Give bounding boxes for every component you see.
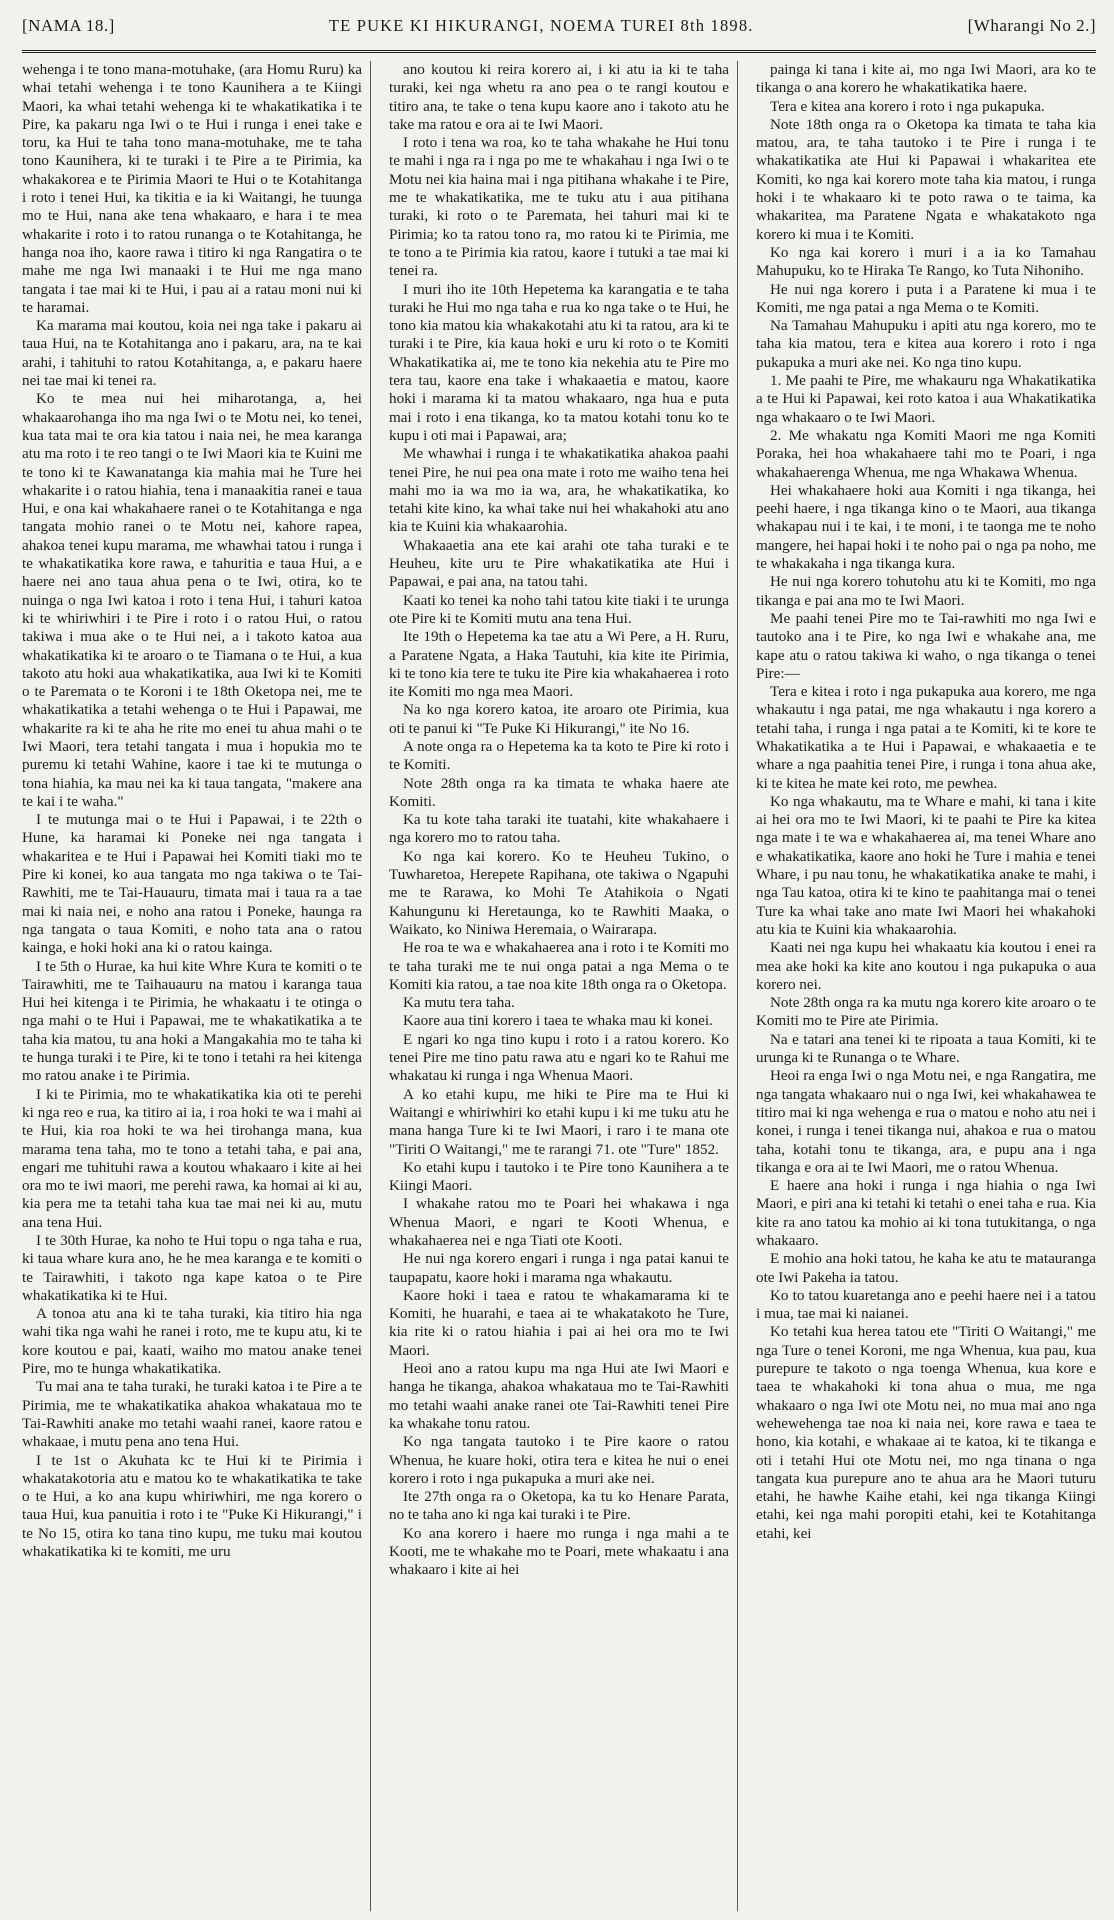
paragraph: E ngari ko nga tino kupu i roto i a ratou korero. Ko tenei Pire me tino patu rawa atu e ngari ko te Rahui me whakatau ki runga i nga Whenua Maori. <box>389 1030 729 1085</box>
paragraph: A note onga ra o Hepetema ka ta koto te Pire ki roto i te Komiti. <box>389 737 729 774</box>
header-rule <box>22 50 1096 53</box>
paragraph: Ite 27th onga ra o Oketopa, ka tu ko Henare Parata, no te taha ano ki nga kai turaki i te Pire. <box>389 1488 729 1524</box>
article-columns <box>22 61 1096 1911</box>
paragraph: Note 28th onga ra ka mutu nga korero kite aroaro o te Komiti mo te Pire ate Pirimia. <box>756 994 1096 1030</box>
paragraph: Kaore aua tini korero i taea te whaka mau ki konei. <box>403 1012 713 1030</box>
paragraph: I te 1st o Akuhata kc te Hui ki te Pirimia i whakatakotoria atu e matou ko te whakatikatika te take o te Hui, a ko ana kupu whiriwhiri, me nga korero o taua Hui, kua panuitia i roto i te "Puke Ki Hikurangi," i te No 15, otira ko tana tino kupu, me tuku mai koutou whakatikatika ki te komiti, me uru <box>22 1451 362 1561</box>
paragraph: Ko nga kai korero i muri i a ia ko Tamahau Mahupuku, ko te Hiraka Te Rango, ko Tuta Nihoniho. <box>756 243 1096 280</box>
paragraph: Heoi ra enga Iwi o nga Motu nei, e nga Rangatira, me nga tangata whakaaro nui o nga Iwi, kei whakahawea te titiro mai ki nga wehenga e rua o matou e noho atu nei i konei, i runga i tenei tikanga nui, ahakoa e rua o matou taha, kotahi tonu te tikanga, ara, e pupu ana i nga tikanga e ora ai te Iwi Maori, me o ratou Whenua. <box>756 1067 1096 1176</box>
paragraph: Ko nga tangata tautoko i te Pire kaore o ratou Whenua, he kuare hoki, otira tera e kitea he nui o enei korero i roto i nga pukapuka a muri ake nei. <box>389 1433 729 1487</box>
paragraph: Ite 19th o Hepetema ka tae atu a Wi Pere, a H. Ruru, a Paratene Ngata, a Haka Tautuhi, kia kite ite Pirimia, ki te tono kia tere te tuku ite Pire kia whakahaerea i roto ite Komiti mo nga mea Maori. <box>389 628 729 701</box>
paragraph: Na ko nga korero katoa, ite aroaro ote Pirimia, kua oti te panui ki "Te Puke Ki Hikurangi," ite No 16. <box>389 701 729 737</box>
paragraph: Whakaaetia ana ete kai arahi ote taha turaki e te Heuheu, kite uru te Pire whakatikatika ate Hui i Papawai, e pai ana, na tatou tahi. <box>389 536 729 591</box>
paragraph: 1. Me paahi te Pire, me whakauru nga Whakatikatika a te Hui ki Papawai, kei roto katoa i aua Whakatikatika nga whakaaro o te Iwi Maori. <box>756 372 1096 426</box>
paragraph: Ko to tatou kuaretanga ano e peehi haere nei i a tatou i mua, tae mai ki naianei. <box>756 1286 1096 1323</box>
paragraph: I te 30th Hurae, ka noho te Hui topu o nga taha e rua, ki taua whare kura ano, he he mea karanga e te komiti o te Tairawhiti, i takoto nga kape katoa o te Pire whakatikatika ki te Hui. <box>22 1232 362 1304</box>
paragraph: He roa te wa e whakahaerea ana i roto i te Komiti mo te taha turaki me te nui onga patai a nga Mema o te Komiti kia ratou, a tae noa kite 18th onga ra o Oketopa. <box>389 939 729 993</box>
paragraph: Note 18th onga ra o Oketopa ka timata te taha kia matou, ara, te taha tautoko i te Pire i runga i te whakatikatika ate Hui ki Papawai i whakaritea ete Komiti, ko nga kai korero mote taha kia matou, i runga hoki i te whakaaro ki te poto rawa o te taima, ka whakaritea, ma Paratene Ngata e whakatakoto nga korero ki mua i te Komiti. <box>756 115 1096 243</box>
paragraph: wehenga i te tono mana-motuhake, (ara Homu Ruru) ka whai tetahi wehenga i te tono Kaunihera a te Kiingi Maori, ka whai tetahi wehenga ki te whakatikatika i te Pire, ka pakaru nga Iwi o te Hui i runga i enei take e toru, ka Hui te taha tono mana-motuhake, me te taha tono Kaunihera, ki te turaki i te Pire a te Pirimia, ka whakakorea e te Pirimia Maori te Hui o te Kotahitanga i roto i tenei Hui, ka tikitia e ia ki Waitangi, he tuunga mo te Hui, nana ake tena whakaaro, e hara i te mea whakarite i roto i to ratou runanga o te Kotahitanga, he hanga noa iho, kaore rawa i titiro ki nga Rangatira o te mahe me nga Iwi manaaki i te Hui me nga mano tangata i tae mai ki te Hui, i pau ai a ratau moni nui ki te haramai. <box>22 61 362 316</box>
paragraph: Ko te mea nui hei miharotanga, a, hei whakaarohanga iho ma nga Iwi o te Motu nei, ko tenei, kua tata mai te ora kia tatou i naia nei, he mea karanga atu ma roto i te reo tangi o te Iwi Maori kia te Kuini me te tono ki te Kawanatanga kia mahia mai he Ture hei whakarite i o ratou hiahia, tena i manaakitia ranei e taua Hui, e ona kai whakahaere ranei o te Kotahitanga e nga tangata mohio ranei o te Motu nei, kahore rapea, ahakoa tenei kupu marama, me whawhai tatou i runga i te whakatikatika kore rawa, e tahuritia e taua Hui, a e haere nei ano taua ahua pena o te Iwi, otira, ko te nuinga o nga Iwi katoa i roto i tena Hui, i tahuri katoa ki te whiriwhiri i te Pire i roto i o ratou Hui, o ratou takiwa i mua ake o te Hui nei, a i takoto katoa aua whakatikatika ki te aroaro o te Tiamana o te Hui, a kua takoto atu hoki aua whakatikatika, aua Iwi ki te Komiti o te Paremata o te Koroni i te 18th Oketopa nei, me te whakatikatika a tetahi wehenga o te Hui i Papawai, me whakarite ra ki te aha he rite mo enei tu ahua mahi o te Iwi Maori, tera tetahi tangata i mua i hopukia mo te puremu ki tetahi Wahine, kaore i tae ki te mutunga o tona hiahia, ka mau nei ka ki taua tangata, "makere ana te kai i te waha." <box>22 390 362 810</box>
paragraph: Ko ana korero i haere mo runga i nga mahi a te Kooti, me te whakahe mo te Poari, mete whakaatu i ana whakaaro i kite ai hei <box>389 1524 729 1579</box>
column-1 <box>22 61 371 1911</box>
masthead-title: TE PUKE KI HIKURANGI, NOEMA TUREI 8th 1898. <box>328 16 754 35</box>
paragraph: Ko etahi kupu i tautoko i te Pire tono Kaunihera a te Kiingi Maori. <box>389 1158 729 1195</box>
paragraph: Note 28th onga ra ka timata te whaka haere ate Komiti. <box>389 774 729 810</box>
paragraph: E haere ana hoki i runga i nga hiahia o nga Iwi Maori, e piri ana ki tetahi ki tetahi o enei taha e rua. Kia kite ra ano tatou ka mohio ai ki tona tutukitanga, o nga whakaaro. <box>756 1177 1096 1249</box>
paragraph: He nui nga korero tohutohu atu ki te Komiti, mo nga tikanga e pai ana mo te Iwi Maori. <box>756 573 1096 609</box>
paragraph: Hei whakahaere hoki aua Komiti i nga tikanga, hei peehi haere, i nga tikanga kino o te Maori, aua tikanga whakapau nui i te kai, i te moni, i te taonga me te noho mangere, hei hapai hoki i te noho pai o nga pa noho, me te whakakaha i nga tikanga kura. <box>756 481 1096 573</box>
paragraph: Kaore hoki i taea e ratou te whakamarama ki te Komiti, he huarahi, e taea ai te whakatakoto he Ture, kia rite ki o ratou hiahia i pai ai hei ora mo te Iwi Maori. <box>389 1286 729 1359</box>
paragraph: painga ki tana i kite ai, mo nga Iwi Maori, ara ko te tikanga o ana korero he whakatikatika haere. <box>756 61 1096 97</box>
paragraph: E mohio ana hoki tatou, he kaha ke atu te matauranga ote Iwi Pakeha ia tatou. <box>756 1250 1096 1286</box>
paragraph: ano koutou ki reira korero ai, i ki atu ia ki te taha turaki, kei nga whetu ra ano pea o te rangi koutou e titiro ana, te take o tena kupu kaore ano i takoto atu he take ma ratou e ora ai te Iwi Maori. <box>389 61 729 133</box>
issue-number: [NAMA 18.] <box>22 16 115 35</box>
paragraph: Na Tamahau Mahupuku i apiti atu nga korero, mo te taha kia matou, tera e kitea aua korero i roto i nga pukapuka a muri ake nei. Ko nga tino kupu. <box>756 317 1096 371</box>
page-header <box>22 16 1096 40</box>
paragraph: I ki te Pirimia, mo te whakatikatika kia oti te perehi ki nga reo e rua, ka titiro ai ia, i roa hoki te wa i mahi ai te Hui, kia roa hoki te wa hei tirohanga mana, kua marama tena taha, mo te tono a tetahi taha, e pai ana, engari me tuhituhi rawa a koutou whakaaro i kite ai hei ora mo te iwi maori, me perehi rawa, ka homai ai ki au, kia pera me ta tetahi taha kua tae mai nei ki au, mutu ana tena Hui. <box>22 1085 362 1231</box>
paragraph: A tonoa atu ana ki te taha turaki, kia titiro hia nga wahi tika nga wahi he ranei i roto, me te kupu atu, ki te kore koutou e pai, kaati, waiho mo matou anake tenei Pire, mo te hunga whakatikatika. <box>22 1305 362 1378</box>
paragraph: Me paahi tenei Pire mo te Tai-rawhiti mo nga Iwi e tautoko ana i te Pire, ko nga Iwi e whakahe ana, me kape atu o ratou takiwa ki waho, o nga tikanga o tenei Pire:— <box>756 609 1096 682</box>
paragraph: I te 5th o Hurae, ka hui kite Whre Kura te komiti o te Tairawhiti, me te Taihauauru na matou i karanga taua Hui hei kitenga i te Pirimia, he whakaatu i te otinga o nga mahi o te Hui i Papawai, me te whakatikatika a te taha kia matou, tu ana hoki a Mangakahia mo te taha ki te hunga turaki i te Pire, ki te tono i tetahi ra hei kitenga mo ratou anake i te Pirimia. <box>22 957 362 1085</box>
paragraph: 2. Me whakatu nga Komiti Maori me nga Komiti Poraka, hei hoa whakahaere tahi mo te Poari, i nga whakahaerenga Whenua, me nga Whakawa Whenua. <box>756 426 1096 481</box>
paragraph: Na e tatari ana tenei ki te ripoata a taua Komiti, ki te urunga ki te Runanga o te Whare. <box>756 1030 1096 1067</box>
paragraph: A ko etahi kupu, me hiki te Pire ma te Hui ki Waitangi e whiriwhiri ko etahi kupu i ki me tuku atu he mana hanga Ture ki te Iwi Maori, i raro i te mana ote "Tiriti O Waitangi," me te rarangi 71. ote "Ture" 1852. <box>389 1085 729 1158</box>
paragraph: Ka mutu tera taha. <box>403 994 515 1012</box>
paragraph: Tera e kitea ana korero i roto i nga pukapuka. <box>770 97 1045 115</box>
column-3 <box>756 61 1096 1911</box>
paragraph: He nui nga korero i puta i a Paratene ki mua i te Komiti, me nga patai a nga Mema o te Komiti. <box>756 280 1096 316</box>
paragraph: Ka marama mai koutou, koia nei nga take i pakaru ai taua Hui, na te Kotahitanga ano i pakaru, ara, na te kai arahi, i tahituhi to ratou Kotahitanga, a, e pakaru haere nei tae mai ki tenei ra. <box>22 317 362 390</box>
paragraph: He nui nga korero engari i runga i nga patai kanui te taupapatu, kaore hoki i marama nga whakautu. <box>389 1250 729 1286</box>
paragraph: Heoi ano a ratou kupu ma nga Hui ate Iwi Maori e hanga he tikanga, ahakoa whakataua mo te Tai-Rawhiti mo tetahi waahi anake ranei ote Tai-Rawhiti tenei Pire ka whakahe tonu ratou. <box>389 1360 729 1432</box>
page-number: [Wharangi No 2.] <box>967 16 1096 35</box>
paragraph: Ko nga kai korero. Ko te Heuheu Tukino, o Tuwharetoa, Herepete Rapihana, ote takiwa o Ngapuhi me te Rarawa, ko Mohi Te Atahikoia o Ngati Kahungunu ki Heretaunga, ko te Rawhiti Maaka, o Waikato, ko Niniwa Heremaia, o Wairarapa. <box>389 847 729 938</box>
paragraph: Me whawhai i runga i te whakatikatika ahakoa paahi tenei Pire, he nui pea ona mate i roto me waiho tena hei mahi mo ia wa mo ia wa, ara, he whakatikatika, ko tetahi kite kino, ka whai take nui hei whakahoki atu ano kia te Kuini kia whakaarohia. <box>389 445 729 536</box>
paragraph: I muri iho ite 10th Hepetema ka karangatia e te taha turaki he Hui mo nga taha e rua ko nga take o te Hui, he tono kia matou kia whakakotahi atu ki ta ratou, ara ki te turaki i te Pire, kia kaua hoki e uru ki roto o te Komiti Whakatikatika ai, me te tono kia nekehia atu te Pire mo tera tau, kaore ena take i whakaaetia e matou, kaore hoki i marama ki ta matou whakaaro, nga hua e puta mai i roto i ena tikanga, ko ta matou kotahi tonu ko te kupu i oti mai i Papawai, ara; <box>389 280 729 444</box>
paragraph: Ka tu kote taha taraki ite tuatahi, kite whakahaere i nga korero mo to ratou taha. <box>389 811 729 847</box>
paragraph: Ko nga whakautu, ma te Whare e mahi, ki tana i kite ai hei ora mo te Iwi Maori, ki te paahi te Pire ka kitea nga mate i te wa e whakahaerea ai, ma tenei Whare ano e whakatikatika, kaore ano hoki he Ture i mahia e tenei Whare, i pu nau tonu, he whakatikatika anake te mahi, i nga Tau katoa, otira ki te kino te paahitanga mai o tenei Ture ka whai take ano mate Iwi Maori hei whakahoki atu kia te Kuini kia whakaarohia. <box>756 792 1096 938</box>
paragraph: Tu mai ana te taha turaki, he turaki katoa i te Pire a te Pirimia, me te whakatikatika ahakoa whakataua mo te Tai-Rawhiti anake mo tetahi waahi ranei, kaore ratou e whakaae, i mutu pena ano tena Hui. <box>22 1378 362 1451</box>
paragraph: Kaati nei nga kupu hei whakaatu kia koutou i enei ra mea ake hoki ka kite ano koutou i nga pukapuka o aua korero nei. <box>756 939 1096 993</box>
paragraph: Ko tetahi kua herea tatou ete "Tiriti O Waitangi," me nga Ture o tenei Koroni, me nga Whenua, kua pau, kua purepure te takoto o nga toenga Whenua, kua kore e taea te whakahoki ki tona ahua o mua, me nga whakaaro o nga Iwi ote Motu nei, no mua mai ano nga wehewehenga tae noa ki naia nei, kore rawa e taea te hono, kia kotahi, e whakaae ai te katoa, ki te tikanga e oti i tetahi Hui ote Motu nei, mo nga tinana o nga tangata kua purepure ano te ahua ara he Maori tuturu etahi, he hawhe Kaihe etahi, kei nga tikanga Kiingi etahi, kei nga mahi poropiti etahi, kei te Kotahitanga etahi, kei <box>756 1323 1096 1542</box>
column-2 <box>389 61 738 1911</box>
paragraph: I roto i tena wa roa, ko te taha whakahe he Hui tonu te mahi i nga ra i nga po me te whakahau i nga Iwi o te Motu nei kia haina mai i nga pitihana whakahe i te Pire, me te whakatikatika, me te tuku atu i aua pitihana turaki, ki roto o te Paremata, hei tahuri mai ki te Pirimia; ko ta ratou tono ra, mo ratou ki te Pirimia, me te tono a te Pirimia kia ratou, kaore i tutuki a tae mai ki tenei ra. <box>389 134 729 280</box>
paragraph: I te mutunga mai o te Hui i Papawai, i te 22th o Hune, ka haramai ki Poneke nei nga tangata i whakaritea e te Hui i Papawai hei Komiti tiaki mo te Pire ki konei, ko aua tangata mo nga takiwa o te Tai-Rawhiti, me te Tai-Hauauru, timata mai i taua ra a tae mai ki naia nei, e noho ana ratou i Poneke, haunga ra nga tangata o taua Komiti, e noho tata ana o ratou kainga, e hoki hoki ana ki o ratou kainga. <box>22 811 362 957</box>
paragraph: I whakahe ratou mo te Poari hei whakawa i nga Whenua Maori, e ngari te Kooti Whenua, e whakahaerea nei e nga Tiati ote Kooti. <box>389 1195 729 1249</box>
paragraph: Tera e kitea i roto i nga pukapuka aua korero, me nga whakautu i nga patai, me nga whakautu i nga korero a tetahi taha, i runga i nga patai a te Komiti, ki te kore te Whakatikatika a te Hui i Papawai, e whakaaetia e te whare a nga paahitia tenei Pire, i runga i tona ahua ake, ki te kitea he mate kei roto, me pewhea. <box>756 683 1096 792</box>
paragraph: Kaati ko tenei ka noho tahi tatou kite tiaki i te urunga ote Pire ki te Komiti mutu ana tena Hui. <box>389 591 729 627</box>
